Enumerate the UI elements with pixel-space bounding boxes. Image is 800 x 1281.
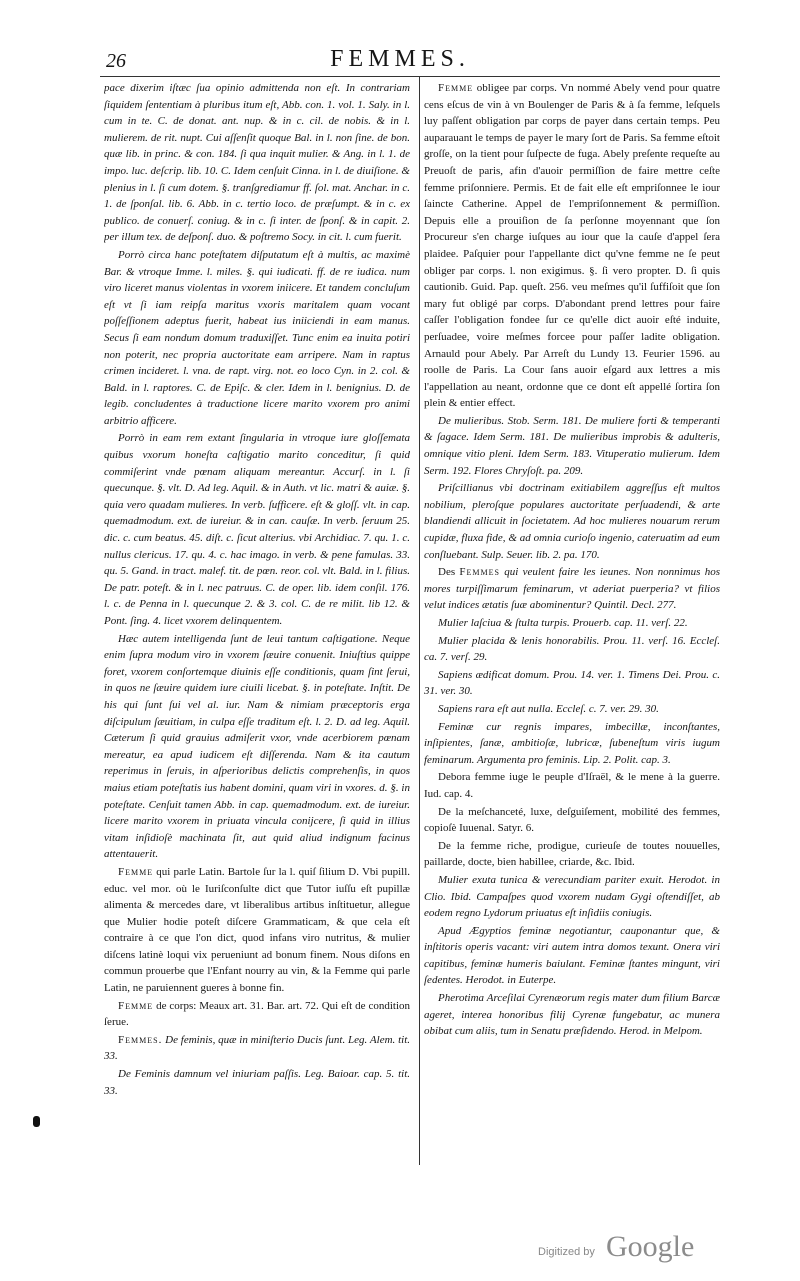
entry-meschancete: De la meſchanceté, luxe, deſguiſement, mobilité des femmes, copioſè Iuuenal. Satyr. 6. <box>424 805 720 835</box>
entry-head-femme: Femme <box>118 865 154 878</box>
right-column <box>424 80 720 1165</box>
entry-mulier-lasciua: Mulier laſciua & ſtulta turpis. Prouerb. cap. 11. verſ. 22. <box>438 617 688 629</box>
running-title: FEMMES. <box>330 46 470 72</box>
left-paragraph-4-text: Hæc autem intelligenda ſunt de leui tantum caſtigatione. Neque enim ſupra modum viro in vxorem ſæuire conuenit. Iniuſtius quippe foret, vxorem conſortemque diuinis eſſe conditionis, quam ſint ſerui, in quos ne ſæuire quidem iure ciuili licebat. §. in poteſtate. Inſtit. De his qui ſunt ſui vel al. iur. Nam & nimiam præceptoris erga diſcipulum ſæuitiam, in culpa eſſe traditum eſt. l. 2. D. ad leg. Aquil. Cæterum ſi quid grauius admiſerit vxor, vnde acerbiorem pœnam mereatur, ea apud iudicem eſt diſſerenda. Nam & ita cautum reperimus in ſeruis, in aſperioribus delictis comprehenſis, in quos maius etiam poteſtatis ius habent domini, quam viri in vxores. d. §. in poteſtate. Cenſuit tamen Abb. in cap. quemadmodum. ext. de iureiur. licere marito vxorem in priuata vincula conijcere, ſi quid in illius vitam inſidioſè machinata ſit, aut quid aliud indignum facinus attentauerit. <box>104 632 410 861</box>
entry-head-des-femmes: Femmes <box>459 566 500 579</box>
entry-femme-obligee <box>424 80 720 412</box>
entry-text-femme-corps: de corps: Meaux art. 31. Bar. art. 72. Qui eſt de condition ſerue. <box>104 999 410 1029</box>
column-divider <box>419 77 420 1165</box>
left-paragraph-3 <box>104 430 410 629</box>
left-column <box>104 80 410 1165</box>
entry-de-feminis: De Feminis damnum vel iniuriam paſſis. Leg. Baioar. cap. 5. tit. 33. <box>104 1068 410 1097</box>
left-paragraph-1: pace dixerim iſtæc ſua opinio admittenda non eſt. In contrariam ſiquidem ſententiam à pluribus itum eſt, Abb. con. 1. vol. 1. Saly. in l. cum in te. C. de donat. ant. nup. & in c. cil. de nobis. & in l. mulierem. de rit. nupt. Cui aſſenſit quoque Bal. in l. non ſine. de bon. quæ lib. in princ. & con. 184. ſi qua inquit mulier. & Ang. in l. 1. de impo. luc. deſcrip. lib. 10. C. Idem cenſuit Cinna. in l. de diuiſione. & plenius in l. ſi cum dotem. §. tranſgrediamur ff. ſol. mat. Anchar. in c. 1. de ſponſal. lib. 6. Abb. in c. tertio loco. de præſumpt. & in c. ex publico. de conuerſ. coniug. & in c. ſi inter. de ſponſ. & in capit. 2. per illum tex. de deſponſ. duo. & poſtremo Socy. in cit. l. cum fuerit. <box>104 82 410 244</box>
margin-ink-mark <box>33 1116 40 1127</box>
entry-femme-riche: De la femme riche, prodigue, curieuſe de toutes nouuelles, paillarde, docte, bien habillee, criarde, &c. Ibid. <box>424 839 720 869</box>
entry-head-femmes: Femmes. <box>118 1033 163 1046</box>
entry-text-femme-latin: qui parle Latin. Bartole ſur la l. quiſ ſilium D. Vbi pupill. educ. vel mor. où le Iuriſconſulte dict que Tutor iuſſu eſt pupillæ alimenta & mercedes dare, vt liberalibus artibus inſtituetur, allegue que Mulier hodie poteſt diſcere Grammaticam, & que cela eſt contraire à ce que l'on dict, quod infans viro nutritus, & mulier diſcens latinè loqui vix perueniunt ad bonum finem. Nous diſons en commun prouerbe que l'Enfant nourry au vin, & la Femme qui parle Latin, ne paruiennent gueres à bonne fin. <box>104 865 410 995</box>
entry-des-prefix: Des <box>438 566 456 579</box>
entry-femme-corps <box>104 998 410 1031</box>
entry-de-mulieribus: De mulieribus. Stob. Serm. 181. De muliere forti & temperanti & ſagace. Idem Serm. 181. De mulieribus improbis & adulteris, omnique vitio pleni. Idem Serm. 183. Vituperatio mulierum. Idem Serm. 192. Flores Chryſoſt. pa. 209. <box>424 414 720 477</box>
entry-mulier-placida: Mulier placida & lenis honorabilis. Prou. 11. verſ. 16. Eccleſ. ca. 7. verſ. 29. <box>424 634 720 664</box>
watermark-google-logo: Google <box>606 1230 695 1263</box>
page-number: 26 <box>106 50 126 72</box>
entry-des-femmes <box>424 564 720 614</box>
entry-mulier-exuta: Mulier exuta tunica & verecundiam pariter exuit. Herodot. in Clio. Ibid. Campaſpes quod vxorem nudam Gygi oſtendiſſet, ab eodem regno Lydorum priuatus eſt inſidiis coniugis. <box>424 873 720 920</box>
entry-sapiens-aedificat: Sapiens ædificat domum. Prou. 14. ver. 1. Timens Dei. Prou. c. 31. ver. 30. <box>424 668 720 698</box>
entry-femmes <box>104 1032 410 1065</box>
entry-head-femme-obligee: Femme <box>438 82 474 94</box>
entry-text-des-femmes: qui veulent faire les ieunes. Non nonnimus hos mores turpiſſimarum feminarum, vt aderiat puerperia? vt filios velut indices ætatis ſuæ abominentur? Quintil. Decl. 277. <box>424 566 720 612</box>
google-watermark <box>538 1230 718 1270</box>
entry-femme-latin <box>104 864 410 997</box>
entry-apud-aegyptios: Apud Ægyptios feminæ negotiantur, cauponantur que, & inſtitoris operis vacant: viri autem intra domos texunt. Onera viri capitibus, feminæ humeris baiulant. Feminæ ſtantes mingunt, viri ſedentes. Herodot. in Euterpe. <box>424 924 720 987</box>
left-paragraph-2 <box>104 247 410 430</box>
header-rule <box>100 76 720 77</box>
entry-pherotima: Pherotima Arceſilai Cyrenæorum regis mater dum filium Barcæ ageret, interea honoribus filij Cyrenæ fungebatur, ac munera obibat cum aliis, tum in Senatu præſidendo. Herod. in Melpom. <box>424 992 720 1038</box>
entry-feminae-cur: Feminæ cur regnis impares, imbecillæ, inconſtantes, inſipientes, ſanæ, ambitioſæ, lubricæ, ſubeneſtum viris iugum feminarum. Argumenta pro feminis. Lip. 2. Polit. cap. 3. <box>424 720 720 766</box>
watermark-digitized-by: Digitized by <box>538 1246 595 1258</box>
entry-text-femme-obligee: obligee par corps. Vn nommé Abely vend pour quatre cens eſcus de vin à vn Boulenger de Paris & à ſa femme, leſquels luy paſſent obligation par corps de payer dans certain temps. Peu auparauant le temps de payer le mary ſort de Paris. Sa femme eſtoit groſſe, on la tient pour ſuſpecte de fuga. Abely preſente requeſte au Preuoſt de paris, afin d'auoir permiſſion de faire mettre ceſte femme priſonniere. Permis. Et de fait elle eſt empriſonnee le iour ſaincte Catherine. Appel de l'empriſonnement & permiſſion. Depuis elle a prouiſion de ſa perſonne moyennant que ſon Procureur s'en charge iuſques au iour que la cauſe d'appel ſera plaidee. Paſquier pour l'appellante dict qu'vne femme ne ſe peut obliger par corps. l. non exigimus. §. ſi vero propter. D. ſi quis cautionib. Guid. Pap. queſt. 256. veu meſmes qu'il ſuffiſoit que ſon mary fut obligé par corps. D'abondant prend lettres pour faire caſſer l'obligation fondee ſur ce qu'elle dict auoir eſté induite, perſuadee, voire meſmes forcee pour paſſer ladite obligation. Arnauld pour Abely. Par Arreſt du Lundy 13. Feurier 1596. au roolle de Paris. La Cour ſans auoir eſgard aux lettres a mis l'appellation au neant, ordonne que ce dont eſt appellé ſortira ſon plein & entier effect. <box>424 82 720 410</box>
left-paragraph-3-text: Porrò in eam rem extant ſingularia in vtroque iure gloſſemata quibus vxorum honeſta caſtigatio marito conceditur, ſi quid commiſerint vnde pœnam aliquam mereantur. Accurſ. in l. ſi quecunque. §. vlt. D. Ad leg. Aquil. & in Auth. vt lic. matri & auiæ. §. quia vero quadam mulieres. In verb. ſufficere. eſt & gloſſ. vlt. in cap. quemadmodum. ext. de iureiur. & in can. cauſæ. In verb. ſeruum 25. dic. c. cum beatus. 45. diſt. c. ſicut alterius. vbi Archidiac. 7. qu. 1. c. nullus clericus. 17. qu. 4. c. hac imago. in verb. & pene famulas. 33. qu. 5. Gand. in tract. malef. tit. de pœn. reor. col. vlt. Bald. in l. filius. De patr. poteſt. & in l. nec patruus. C. de oper. lib. idem conſil. 176. l. c. de Penna in l. quecunque 2. & 3. col. C. de re milit. lib 12. & Pont. ſing. 4. licet vxorem delinquentem. <box>104 432 410 627</box>
entry-sapiens-rara: Sapiens rara eſt aut nulla. Eccleſ. c. 7. ver. 29. 30. <box>438 702 659 715</box>
left-paragraph-4 <box>104 631 410 863</box>
entry-priscillianus: Priſcillianus vbi doctrinam exitiabilem aggreſſus eſt multos nobilium, pleroſque populares auctoritate perſuadendi, & arte blandiendi allicuit in ſocietatem. Ad hoc mulieres nouarum rerum cupidæ, fluxa fide, & ad omnia curioſo ingenio, cateruatim ad eum conſluebant. Sulp. Seuer. lib. 2. pa. 170. <box>424 482 720 561</box>
entry-text-femmes: De feminis, quæ in miniſterio Ducis ſunt. Leg. Alem. tit. 33. <box>104 1033 410 1063</box>
left-paragraph-2-text: Porrò circa hanc poteſtatem diſputatum eſt à multis, ac maximè Bar. & vtroque Imme. l. miles. §. qui iudicati. ff. de re iudica. num viro liceret manus violentas in vxorem iniicere. Et tandem concluſum eſt vt ſi iam reipſa maritus vxoris maritalem quam vocant poſſeſſionem adeptus fuerit, habeat ius iniiciendi in eam manus. Secus ſi eam nondum domum traduxiſſet. Tunc enim ea inuita potiri non poterit, nec propria auctoritate eam arripere. Nam in raptus crimen incideret. l. vna. de rapt. virg. not. eo loco Cyn. in 2. col. & Bald. in l. raptores. C. de Epiſc. & cler. Idem in l. benignius. D. de legib. concludentes à traductione licere marito vxorem pro animi arbitrio afficere. <box>104 248 410 427</box>
entry-head-femme-corps: Femme <box>118 999 154 1012</box>
entry-debora: Debora femme iuge le peuple d'Iſraël, & le mene à la guerre. Iud. cap. 4. <box>424 771 720 800</box>
